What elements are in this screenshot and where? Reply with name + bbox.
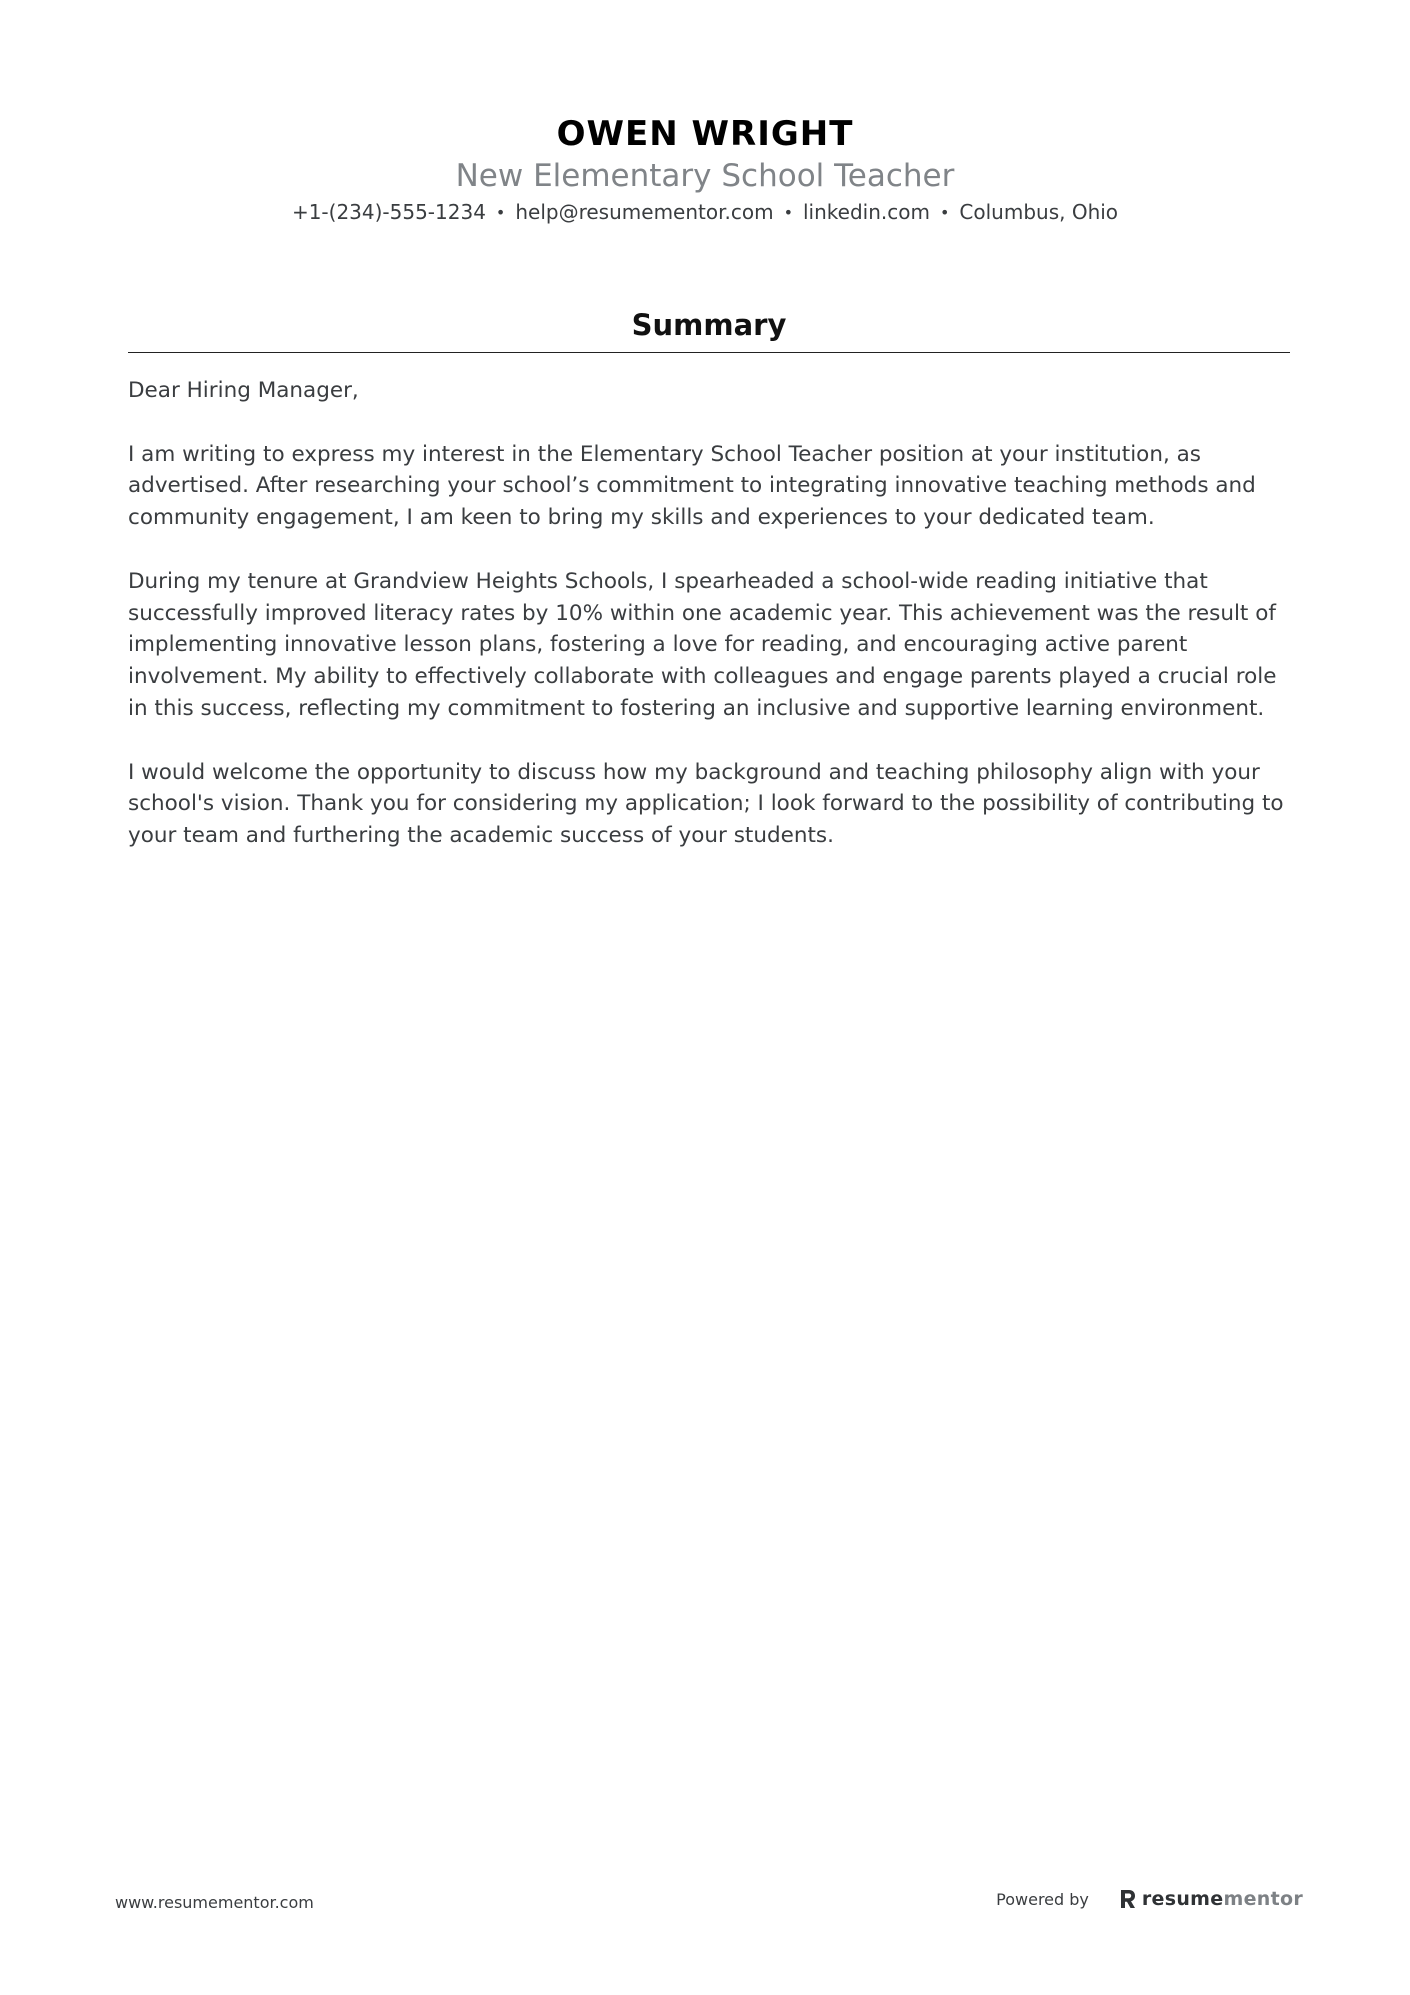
- brand-name: [1142, 1888, 1303, 1910]
- greeting: Dear Hiring Manager,: [128, 378, 359, 403]
- paragraph: During my tenure at Grandview Heights Schools, I spearheaded a school-wide reading initiative that successfully improved literacy rates by 10% within one academic year. This achievement was the result of implementing innovative lesson plans, fostering a love for reading, and encouraging active parent involvement. My ability to effectively collaborate with colleagues and engage parents played a crucial role in this success, reflecting my commitment to fostering an inclusive and supportive learning environment.: [128, 568, 1277, 721]
- contact-email[interactable]: help@resumementor.com: [515, 200, 774, 224]
- contact-line: [0, 198, 1410, 227]
- contact-separator: •: [495, 203, 506, 222]
- cover-letter-body: [128, 375, 1290, 852]
- footer-branding: [996, 1888, 1303, 1910]
- paragraph: I am writing to express my interest in the Elementary School Teacher position at your institution, as advertised. After researching your school’s commitment to integrating innovative teaching methods and community engagement, I am keen to bring my skills and experiences to your dedicated team.: [128, 441, 1256, 531]
- brand-logo[interactable]: [1119, 1888, 1303, 1910]
- contact-separator: •: [939, 203, 950, 222]
- contact-linkedin[interactable]: linkedin.com: [803, 200, 930, 224]
- footer-website[interactable]: www.resumementor.com: [115, 1893, 314, 1912]
- resumementor-logo-icon: [1119, 1888, 1137, 1910]
- section-heading: Summary: [128, 306, 1290, 353]
- powered-by-label: Powered by: [996, 1889, 1089, 1909]
- brand-name-light: mentor: [1223, 1888, 1303, 1910]
- resume-header: [0, 112, 1410, 227]
- summary-section: [128, 306, 1290, 884]
- brand-name-bold: resume: [1141, 1888, 1224, 1910]
- candidate-name: OWEN WRIGHT: [556, 114, 854, 154]
- contact-phone: +1-(234)-555-1234: [291, 200, 486, 224]
- job-title: New Elementary School Teacher: [455, 158, 955, 194]
- contact-separator: •: [783, 203, 793, 222]
- contact-location: Columbus, Ohio: [959, 200, 1119, 224]
- paragraph: I would welcome the opportunity to discuss how my background and teaching philosophy align with your school's vision. Thank you for considering my application; I look forward to the possibility of contributing to your team and furthering the academic success of your students.: [128, 759, 1284, 849]
